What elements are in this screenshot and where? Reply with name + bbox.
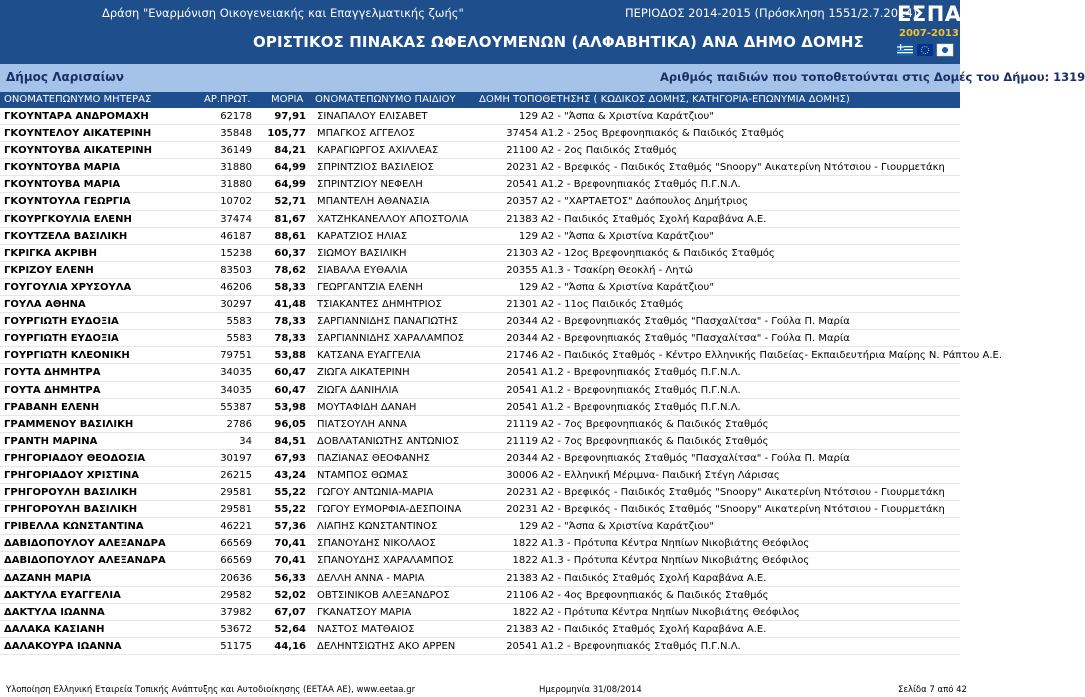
structure-name: Α2 - 12ος Βρεφονηπιακός & Παιδικός Σταθμός (541, 247, 775, 259)
score: 55,22 (274, 487, 306, 499)
structure-name: Α2 - "ΧΑΡΤΑΕΤΟΣ" Δαόπουλος Δημήτριος (541, 196, 749, 208)
structure-code: 20231 (506, 504, 538, 516)
structure-code: 20541 (506, 367, 538, 379)
mother-name: ΓΟΥΤΑ ΔΗΜΗΤΡΑ (4, 384, 101, 396)
child-name: ΧΑΤΖΗΚΑΝΕΛΛΟΥ ΑΠΟΣΤΟΛΙΑ (317, 213, 469, 225)
mother-name: ΓΟΥΡΓΙΩΤΗ ΕΥΔΟΞΙΑ (4, 333, 119, 345)
structure-name: Α2 - Βρεφονηπιακός Σταθμός "Πασχαλίτσα" - Γούλα Π. Μαρία (541, 452, 850, 464)
protocol-number: 30297 (220, 299, 252, 311)
mother-name: ΓΡΗΓΟΡΙΑΔΟΥ ΧΡΙΣΤΙΝΑ (4, 469, 139, 481)
structure-name: Α2 - Βρεφικός - Παιδικός Σταθμός "Snoopy" Αικατερίνη Ντότσιου - Γιουρμετάκη (541, 504, 945, 516)
table-row (0, 399, 960, 416)
espa-logo (893, 2, 962, 62)
structure-name: Α2 - Βρεφικός - Παιδικός Σταθμός "Snoopy" Αικατερίνη Ντότσιου - Γιουρμετάκη (541, 487, 945, 499)
score: 60,47 (274, 367, 306, 379)
structure-code: 21746 (506, 350, 538, 362)
child-name: ΝΤΑΜΠΟΣ ΘΩΜΑΣ (317, 469, 409, 481)
score: 64,99 (274, 179, 306, 191)
structure-name: Α2 - Ελληνική Μέριμνα- Παιδική Στέγη Λάρισας (541, 469, 780, 481)
table-row (0, 193, 960, 210)
structure-name: Α1.3 - Πρότυπα Κέντρα Νηπίων Νικοβιάτης Θεόφιλος (541, 555, 810, 567)
child-name: ΚΑΤΣΑΝΑ ΕΥΑΓΓΕΛΙΑ (317, 350, 421, 362)
protocol-number: 55387 (220, 401, 252, 413)
structure-code: 21119 (506, 418, 538, 430)
child-name: ΣΙΑΒΑΛΑ ΕΥΘΑΛΙΑ (317, 264, 408, 276)
structure-name: Α1.2 - 25ος Βρεφονηπιακός & Παιδικός Σταθμός (541, 128, 785, 140)
table-row (0, 570, 960, 587)
col-score: ΜΟΡΙΑ (271, 94, 304, 105)
score: 43,24 (274, 469, 306, 481)
protocol-number: 31880 (220, 179, 252, 191)
program-name: Δράση "Εναρμόνιση Οικογενειακής και Επαγγελματικής ζωής" (102, 6, 464, 20)
table-row (0, 467, 960, 484)
child-name: ΔΕΛΗΝΤΣΙΩΤΗΣ ΑΚΟ ΑΡΡΕΝ (317, 640, 456, 652)
structure-name: Α1.2 - Βρεφονηπιακός Σταθμός Π.Γ.Ν.Λ. (541, 367, 741, 379)
mother-name: ΓΚΟΥΝΤΟΥΒΑ ΜΑΡΙΑ (4, 162, 121, 174)
structure-code: 21383 (506, 623, 538, 635)
child-name: ΣΙΝΑΠΑΛΟΥ ΕΛΙΣΑΒΕΤ (317, 111, 428, 122)
child-name: ΣΠΡΙΝΤΖΙΟΥ ΝΕΦΕΛΗ (317, 179, 423, 191)
child-name: ΠΑΖΙΑΝΑΣ ΘΕΟΦΑΝΗΣ (317, 452, 430, 464)
table-row (0, 552, 960, 569)
table-row (0, 211, 960, 228)
table-row (0, 382, 960, 399)
child-name: ΔΕΛΛΗ ΑΝΝΑ - ΜΑΡΙΑ (317, 572, 425, 584)
structure-code: 21383 (506, 572, 538, 584)
table-row (0, 125, 960, 142)
protocol-number: 62178 (220, 111, 252, 122)
flags-icon (897, 44, 953, 56)
score: 105,77 (267, 128, 306, 140)
structure-code: 1822 (512, 555, 538, 567)
structure-code: 1822 (512, 538, 538, 550)
score: 44,16 (274, 640, 306, 652)
score: 67,07 (274, 606, 306, 618)
structure-name: Α2 - Βρεφονηπιακός Σταθμός "Πασχαλίτσα" - Γούλα Π. Μαρία (541, 316, 850, 328)
protocol-number: 30197 (220, 452, 252, 464)
structure-code: 21301 (506, 299, 538, 311)
child-name: ΓΚΑΝΑΤΣΟΥ ΜΑΡΙΑ (317, 606, 412, 618)
structure-code: 129 (518, 521, 538, 533)
table-row (0, 313, 960, 330)
mother-name: ΓΚΟΥΝΤΕΛΟΥ ΑΙΚΑΤΕΡΙΝΗ (4, 128, 152, 140)
protocol-number: 35848 (220, 128, 252, 140)
protocol-number: 53672 (220, 623, 252, 635)
protocol-number: 2786 (226, 418, 252, 430)
municipality-name: Δήμος Λαρισαίων (6, 70, 124, 84)
structure-code: 20357 (506, 196, 538, 208)
structure-code: 21303 (506, 247, 538, 259)
child-name: ΟΒΤΣΙΝΙΚΟΒ ΑΛΕΞΑΝΔΡΟΣ (317, 589, 450, 601)
table-row (0, 535, 960, 552)
child-name: ΔΟΒΛΑΤΑΝΙΩΤΗΣ ΑΝΤΩΝΙΟΣ (317, 435, 460, 447)
structure-code: 37454 (506, 128, 538, 140)
structure-name: Α2 - "Άσπα & Χριστίνα Καράτζιου" (541, 230, 714, 242)
score: 52,64 (274, 623, 306, 635)
footer (0, 684, 967, 697)
child-name: ΤΣΙΑΚΑΝΤΕΣ ΔΗΜΗΤΡΙΟΣ (317, 299, 442, 311)
table-row (0, 279, 960, 296)
child-name: ΖΙΩΓΑ ΔΑΝΙΗΛΙΑ (317, 384, 399, 396)
structure-code: 129 (518, 230, 538, 242)
col-mother: ΟΝΟΜΑΤΕΠΩΝΥΜΟ ΜΗΤΕΡΑΣ (4, 94, 152, 105)
table-row (0, 108, 960, 125)
structure-name: Α1.2 - Βρεφονηπιακός Σταθμός Π.Γ.Ν.Λ. (541, 640, 741, 652)
structure-name: Α1.2 - Βρεφονηπιακός Σταθμός Π.Γ.Ν.Λ. (541, 401, 741, 413)
mother-name: ΓΟΥΤΑ ΔΗΜΗΤΡΑ (4, 367, 101, 379)
protocol-number: 31880 (220, 162, 252, 174)
structure-code: 21106 (506, 589, 538, 601)
child-name: ΜΠΑΓΚΟΣ ΑΓΓΕΛΟΣ (317, 128, 415, 140)
mother-name: ΓΡΑΜΜΕΝΟΥ ΒΑΣΙΛΙΚΗ (4, 418, 134, 430)
protocol-number: 29581 (220, 487, 252, 499)
footer-date: Ημερομηνία 31/08/2014 (539, 685, 642, 695)
mother-name: ΔΑΚΤΥΛΑ ΙΩΑΝΝΑ (4, 606, 105, 618)
table-row (0, 296, 960, 313)
score: 78,62 (274, 264, 306, 276)
child-name: ΣΠΡΙΝΤΖΙΟΣ ΒΑΣΙΛΕΙΟΣ (317, 162, 434, 174)
table-row (0, 621, 960, 638)
mother-name: ΓΚΟΥΤΖΕΛΑ ΒΑΣΙΛΙΚΗ (4, 230, 128, 242)
table-row (0, 176, 960, 193)
protocol-number: 66569 (220, 538, 252, 550)
structure-name: Α2 - Βρεφικός - Παιδικός Σταθμός "Snoopy" Αικατερίνη Ντότσιου - Γιουρμετάκη (541, 162, 945, 174)
structure-code: 21119 (506, 435, 538, 447)
protocol-number: 46221 (220, 521, 252, 533)
mother-name: ΓΚΟΥΝΤΟΥΒΑ ΜΑΡΙΑ (4, 179, 121, 191)
structure-name: Α2 - 2ος Παιδικός Σταθμός (541, 145, 678, 157)
child-name: ΓΩΓΟΥ ΕΥΜΟΡΦΙΑ-ΔΕΣΠΟΙΝΑ (317, 504, 462, 516)
mother-name: ΔΑΚΤΥΛΑ ΕΥΑΓΓΕΛΙΑ (4, 589, 121, 601)
espa-logo-text: ΕΣΠΑ (897, 2, 962, 26)
score: 53,98 (274, 401, 306, 413)
table-row (0, 638, 960, 655)
child-name: ΣΠΑΝΟΥΔΗΣ ΧΑΡΑΛΑΜΠΟΣ (317, 555, 454, 567)
mother-name: ΓΟΥΡΓΙΩΤΗ ΚΛΕΟΝΙΚΗ (4, 350, 130, 362)
score: 84,21 (274, 145, 306, 157)
table-row (0, 501, 960, 518)
score: 78,33 (274, 316, 306, 328)
score: 55,22 (274, 504, 306, 516)
score: 41,48 (274, 299, 306, 311)
protocol-number: 34035 (220, 367, 252, 379)
col-structure: ΔΟΜΗ ΤΟΠΟΘΕΤΗΣΗΣ ( ΚΩΔΙΚΟΣ ΔΟΜΗΣ, ΚΑΤΗΓΟΡΙΑ-ΕΠΩΝΥΜΙΑ ΔΟΜΗΣ) (479, 94, 850, 105)
score: 56,33 (274, 572, 306, 584)
table-row (0, 433, 960, 450)
protocol-number: 29582 (220, 589, 252, 601)
score: 52,02 (274, 589, 306, 601)
mother-name: ΓΡΑΒΑΝΗ ΕΛΕΝΗ (4, 401, 100, 413)
score: 53,88 (274, 350, 306, 362)
table-row (0, 228, 960, 245)
program-period: ΠΕΡΙΟΔΟΣ 2014-2015 (Πρόσκληση 1551/2.7.2014) (625, 6, 918, 20)
score: 81,67 (274, 213, 306, 225)
structure-name: Α2 - Παιδικός Σταθμός Σχολή Καραβάνα Α.Ε. (541, 572, 767, 584)
mother-name: ΓΚΟΥΝΤΑΡΑ ΑΝΔΡΟΜΑΧΗ (4, 111, 149, 122)
child-name: ΚΑΡΑΓΙΩΡΓΟΣ ΑΧΙΛΛΕΑΣ (317, 145, 439, 157)
structure-name: Α2 - 7ος Βρεφονηπιακός & Παιδικός Σταθμός (541, 435, 769, 447)
footer-credit: Υλοποίηση Ελληνική Εταιρεία Τοπικής Ανάπτυξης και Αυτοδιοίκησης (ΕΕΤΑΑ ΑΕ), www.eetaa.gr (6, 685, 416, 695)
score: 58,33 (274, 281, 306, 293)
child-name: ΜΠΑΝΤΕΛΗ ΑΘΑΝΑΣΙΑ (317, 196, 430, 208)
score: 60,47 (274, 384, 306, 396)
table-row (0, 330, 960, 347)
structure-code: 20344 (506, 452, 538, 464)
mother-name: ΓΚΟΥΝΤΟΥΒΑ ΑΙΚΑΤΕΡΙΝΗ (4, 145, 153, 157)
mother-name: ΓΡΙΒΕΛΛΑ ΚΩΝΣΤΑΝΤΙΝΑ (4, 521, 144, 533)
structure-code: 20231 (506, 162, 538, 174)
mother-name: ΓΟΥΛΑ ΑΘΗΝΑ (4, 299, 86, 311)
mother-name: ΔΑΛΑΚΑ ΚΑΣΙΑΝΗ (4, 623, 105, 635)
child-name: ΠΙΑΤΣΟΥΛΗ ΑΝΝΑ (317, 418, 407, 430)
score: 64,99 (274, 162, 306, 174)
structure-code: 20355 (506, 264, 538, 276)
structure-code: 129 (518, 111, 538, 122)
score: 60,37 (274, 247, 306, 259)
structure-name: Α2 - Παιδικός Σταθμός Σχολή Καραβάνα Α.Ε. (541, 623, 767, 635)
protocol-number: 34 (239, 435, 252, 447)
protocol-number: 51175 (220, 640, 252, 652)
structure-code: 20344 (506, 333, 538, 345)
structure-name: Α2 - 11ος Παιδικός Σταθμός (541, 299, 684, 311)
structure-name: Α1.3 - Πρότυπα Κέντρα Νηπίων Νικοβιάτης Θεόφιλος (541, 538, 810, 550)
child-name: ΣΠΑΝΟΥΔΗΣ ΝΙΚΟΛΑΟΣ (317, 538, 436, 550)
table-header (0, 92, 960, 108)
mother-name: ΔΑΖΑΝΗ ΜΑΡΙΑ (4, 572, 92, 584)
protocol-number: 66569 (220, 555, 252, 567)
structure-name: Α1.3 - Τσακίρη Θεοκλή - Λητώ (541, 264, 693, 276)
structure-name: Α2 - 7ος Βρεφονηπιακός & Παιδικός Σταθμός (541, 418, 769, 430)
structure-code: 21383 (506, 213, 538, 225)
child-name: ΚΑΡΑΤΖΙΟΣ ΗΛΙΑΣ (317, 230, 408, 242)
mother-name: ΔΑΛΑΚΟΥΡΑ ΙΩΑΝΝΑ (4, 640, 122, 652)
structure-name: Α2 - Βρεφονηπιακός Σταθμός "Πασχαλίτσα" - Γούλα Π. Μαρία (541, 333, 850, 345)
table-row (0, 262, 960, 279)
table-row (0, 347, 1003, 364)
score: 97,91 (274, 111, 306, 122)
structure-name: Α1.2 - Βρεφονηπιακός Σταθμός Π.Γ.Ν.Λ. (541, 179, 741, 191)
table-row (0, 518, 960, 535)
table-row (0, 364, 960, 381)
structure-name: Α1.2 - Βρεφονηπιακός Σταθμός Π.Γ.Ν.Λ. (541, 384, 741, 396)
mother-name: ΓΟΥΡΓΙΩΤΗ ΕΥΔΟΞΙΑ (4, 316, 119, 328)
structure-name: Α2 - 4ος Βρεφονηπιακός & Παιδικός Σταθμός (541, 589, 769, 601)
mother-name: ΔΑΒΙΔΟΠΟΥΛΟΥ ΑΛΕΞΑΝΔΡΑ (4, 555, 166, 567)
mother-name: ΔΑΒΙΔΟΠΟΥΛΟΥ ΑΛΕΞΑΝΔΡΑ (4, 538, 166, 550)
child-name: ΖΙΩΓΑ ΑΙΚΑΤΕΡΙΝΗ (317, 367, 410, 379)
structure-code: 20541 (506, 401, 538, 413)
protocol-number: 36149 (220, 145, 252, 157)
table-body (0, 108, 1003, 655)
protocol-number: 79751 (220, 350, 252, 362)
mother-name: ΓΚΡΙΖΟΥ ΕΛΕΝΗ (4, 264, 94, 276)
structure-code: 30006 (506, 469, 538, 481)
mother-name: ΓΟΥΓΟΥΛΙΑ ΧΡΥΣΟΥΛΑ (4, 281, 132, 293)
page-title: ΟΡΙΣΤΙΚΟΣ ΠΙΝΑΚΑΣ ΩΦΕΛΟΥΜΕΝΩΝ (ΑΛΦΑΒΗΤΙΚΑ) ΑΝΑ ΔΗΜΟ ΔΟΜΗΣ (253, 33, 864, 51)
table-row (0, 604, 960, 621)
protocol-number: 37474 (220, 213, 252, 225)
col-prot: ΑΡ.ΠΡΩΤ. (204, 94, 251, 105)
structure-code: 20541 (506, 384, 538, 396)
mother-name: ΓΚΡΙΓΚΑ ΑΚΡΙΒΗ (4, 247, 98, 259)
header-band (0, 0, 960, 64)
children-count: Αριθμός παιδιών που τοποθετούνται στις Δομές του Δήμου: 1319 (660, 70, 1085, 84)
score: 70,41 (274, 555, 306, 567)
structure-name: Α2 - Παιδικός Σταθμός - Κέντρο Ελληνικής Παιδείας- Εκπαιδευτήρια Μαίρης Ν. Ράπτου Α.Ε. (541, 350, 1003, 362)
score: 96,05 (274, 418, 306, 430)
table-row (0, 142, 960, 159)
table-row (0, 245, 960, 262)
footer-page: Σελίδα 7 από 42 (898, 685, 967, 695)
child-name: ΣΑΡΓΙΑΝΝΙΔΗΣ ΧΑΡΑΛΑΜΠΟΣ (317, 333, 464, 345)
table-row (0, 159, 960, 176)
protocol-number: 37982 (220, 606, 252, 618)
protocol-number: 46206 (220, 281, 252, 293)
structure-name: Α2 - "Άσπα & Χριστίνα Καράτζιου" (541, 111, 714, 122)
structure-code: 20541 (506, 179, 538, 191)
structure-code: 21100 (506, 145, 538, 157)
structure-code: 20344 (506, 316, 538, 328)
structure-name: Α2 - Πρότυπα Κέντρα Νηπίων Νικοβιάτης Θεόφιλος (541, 606, 800, 618)
mother-name: ΓΚΟΥΝΤΟΥΛΑ ΓΕΩΡΓΙΑ (4, 196, 131, 208)
structure-name: Α2 - "Άσπα & Χριστίνα Καράτζιου" (541, 521, 714, 533)
structure-code: 1822 (512, 606, 538, 618)
score: 78,33 (274, 333, 306, 345)
protocol-number: 20636 (220, 572, 252, 584)
structure-code: 129 (518, 281, 538, 293)
score: 88,61 (274, 230, 306, 242)
structure-code: 20541 (506, 640, 538, 652)
table-row (0, 587, 960, 604)
mother-name: ΓΡΗΓΟΡΙΑΔΟΥ ΘΕΟΔΟΣΙΑ (4, 452, 146, 464)
table-row (0, 416, 960, 433)
child-name: ΜΟΥΤΑΦΙΔΗ ΔΑΝΑΗ (317, 401, 417, 413)
table-row (0, 450, 960, 467)
protocol-number: 5583 (226, 316, 252, 328)
mother-name: ΓΡΗΓΟΡΟΥΛΗ ΒΑΣΙΛΙΚΗ (4, 487, 138, 499)
protocol-number: 26215 (220, 469, 252, 481)
espa-logo-years: 2007-2013 (899, 28, 959, 39)
child-name: ΓΕΩΡΓΑΝΤΖΙΑ ΕΛΕΝΗ (317, 281, 423, 293)
score: 70,41 (274, 538, 306, 550)
mother-name: ΓΚΟΥΡΓΚΟΥΛΙΑ ΕΛΕΝΗ (4, 213, 132, 225)
protocol-number: 15238 (220, 247, 252, 259)
child-name: ΓΩΓΟΥ ΑΝΤΩΝΙΑ-ΜΑΡΙΑ (317, 487, 434, 499)
structure-name: Α2 - "Άσπα & Χριστίνα Καράτζιου" (541, 281, 714, 293)
protocol-number: 34035 (220, 384, 252, 396)
structure-code: 20231 (506, 487, 538, 499)
child-name: ΝΑΣΤΟΣ ΜΑΤΘΑΙΟΣ (317, 623, 415, 635)
protocol-number: 5583 (226, 333, 252, 345)
protocol-number: 10702 (220, 196, 252, 208)
child-name: ΣΑΡΓΙΑΝΝΙΔΗΣ ΠΑΝΑΓΙΩΤΗΣ (317, 316, 459, 328)
protocol-number: 83503 (220, 264, 252, 276)
score: 57,36 (274, 521, 306, 533)
mother-name: ΓΡΑΝΤΗ ΜΑΡΙΝΑ (4, 435, 98, 447)
protocol-number: 46187 (220, 230, 252, 242)
score: 67,93 (274, 452, 306, 464)
structure-name: Α2 - Παιδικός Σταθμός Σχολή Καραβάνα Α.Ε. (541, 213, 767, 225)
child-name: ΛΙΑΠΗΣ ΚΩΝΣΤΑΝΤΙΝΟΣ (317, 521, 438, 533)
col-child: ΟΝΟΜΑΤΕΠΩΝΥΜΟ ΠΑΙΔΙΟΥ (315, 94, 456, 105)
child-name: ΣΙΩΜΟΥ ΒΑΣΙΛΙΚΗ (317, 247, 407, 259)
score: 84,51 (274, 435, 306, 447)
table-row (0, 484, 960, 501)
score: 52,71 (274, 196, 306, 208)
mother-name: ΓΡΗΓΟΡΟΥΛΗ ΒΑΣΙΛΙΚΗ (4, 504, 138, 516)
protocol-number: 29581 (220, 504, 252, 516)
